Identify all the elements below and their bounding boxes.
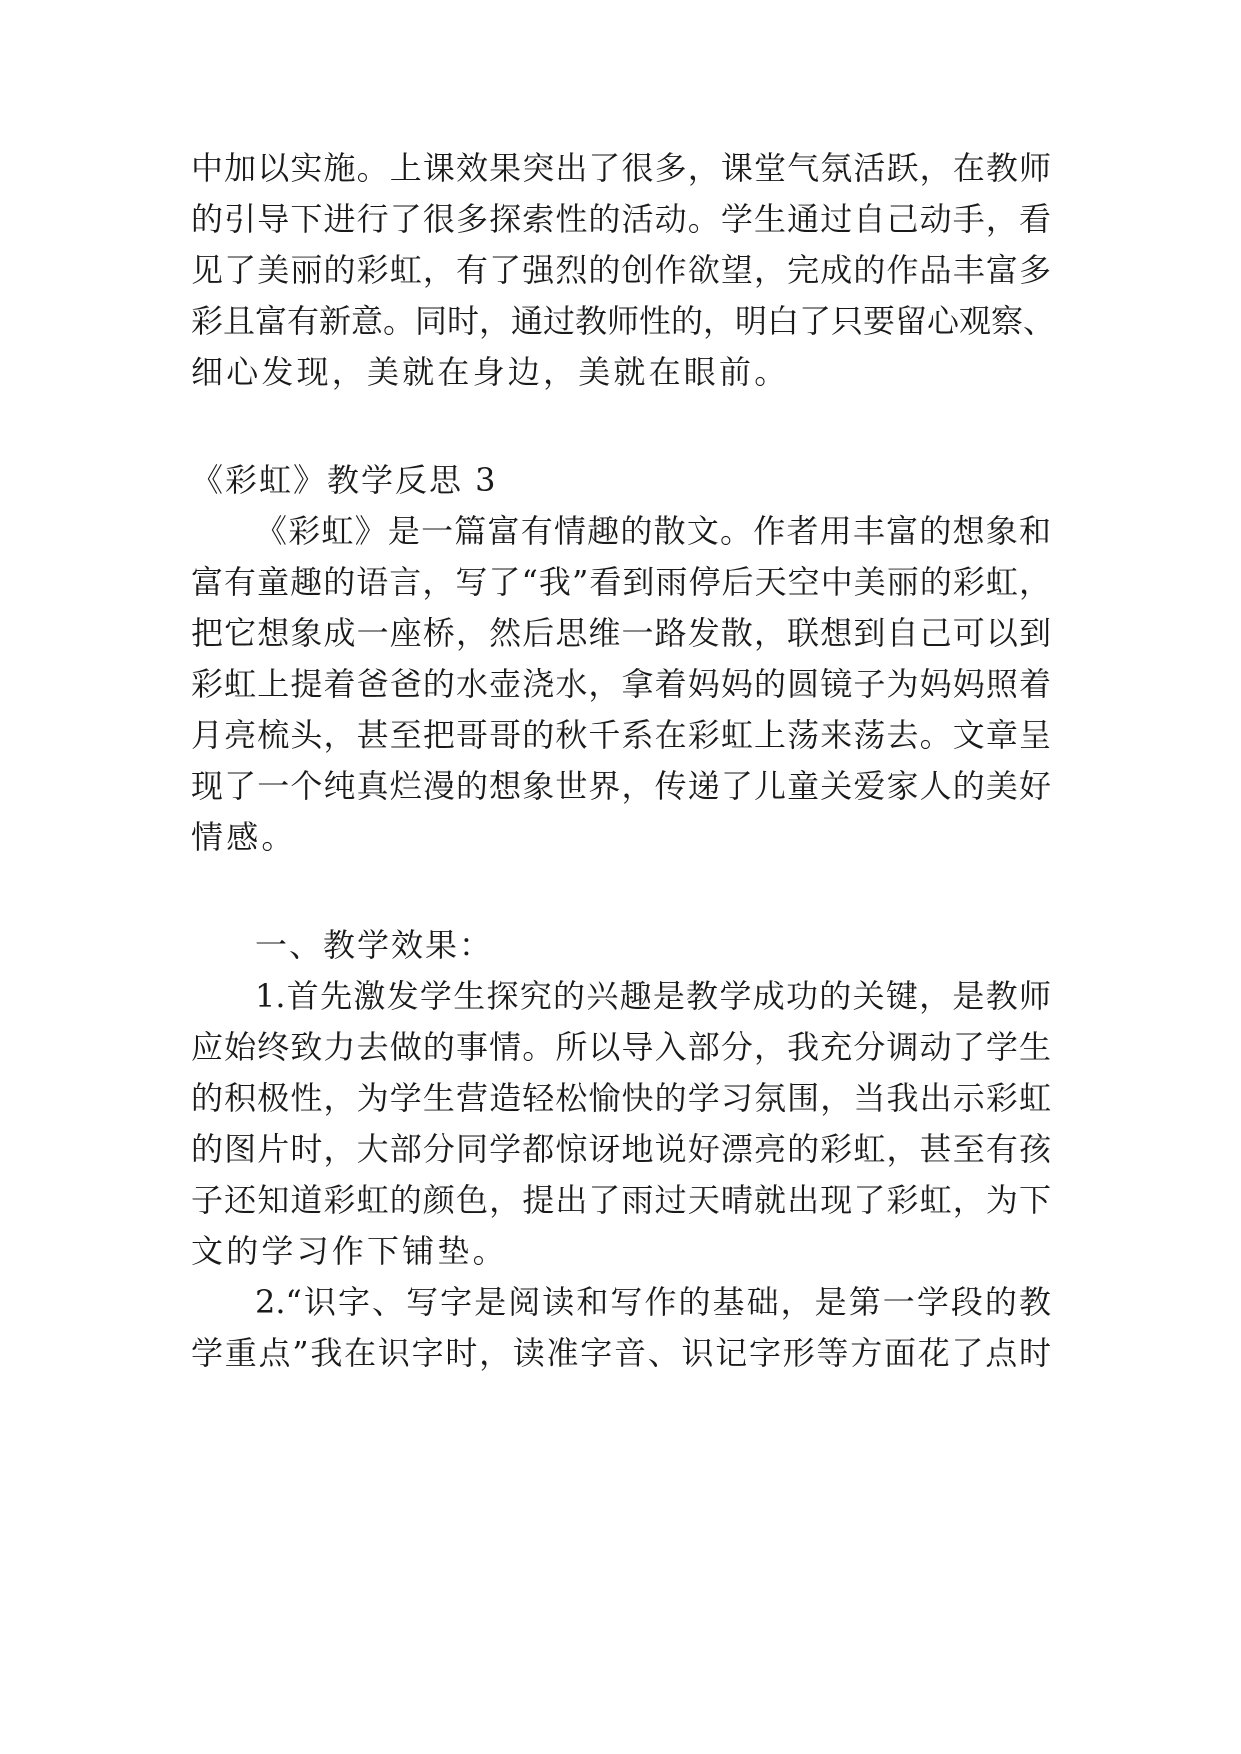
paragraph-line: 文的学习作下铺垫。: [191, 1232, 508, 1270]
paragraph-line: 的图片时，大部分同学都惊讶地说好漂亮的彩虹，甚至有孩: [191, 1130, 1051, 1168]
paragraph-line: 学重点”我在识字时，读准字音、识记字形等方面花了点时: [191, 1334, 1051, 1372]
paragraph-line: 彩且富有新意。同时，通过教师性的，明白了只要留心观察、: [191, 302, 1056, 340]
paragraph-line: 见了美丽的彩虹，有了强烈的创作欲望，完成的作品丰富多: [191, 251, 1051, 289]
subheading: 一、教学效果：: [255, 926, 494, 964]
paragraph-line: 月亮梳头，甚至把哥哥的秋千系在彩虹上荡来荡去。文章呈: [191, 716, 1051, 754]
paragraph-line: 现了一个纯真烂漫的想象世界，传递了儿童关爱家人的美好: [191, 767, 1051, 805]
paragraph-line: 的积极性，为学生营造轻松愉快的学习氛围，当我出示彩虹: [191, 1079, 1051, 1117]
paragraph-line: 细心发现，美就在身边，美就在眼前。: [191, 353, 790, 391]
paragraph-line: 《彩虹》是一篇富有情趣的散文。作者用丰富的想象和: [255, 512, 1051, 550]
paragraph-line: 子还知道彩虹的颜色，提出了雨过天晴就出现了彩虹，为下: [191, 1181, 1051, 1219]
paragraph-line: 把它想象成一座桥，然后思维一路发散，联想到自己可以到: [191, 614, 1051, 652]
paragraph-line: 应始终致力去做的事情。所以导入部分，我充分调动了学生: [191, 1028, 1051, 1066]
paragraph-line: 1.首先激发学生探究的兴趣是教学成功的关键，是教师: [255, 977, 1051, 1015]
paragraph-line: 中加以实施。上课效果突出了很多，课堂气氛活跃，在教师: [191, 149, 1051, 187]
paragraph-line: 2.“识字、写字是阅读和写作的基础，是第一学段的教: [255, 1283, 1051, 1321]
paragraph-line: 的引导下进行了很多探索性的活动。学生通过自己动手，看: [191, 200, 1051, 238]
section-title: 《彩虹》教学反思 3: [191, 461, 498, 499]
paragraph-line: 富有童趣的语言，写了“我”看到雨停后天空中美丽的彩虹，: [191, 563, 1051, 601]
paragraph-line: 彩虹上提着爸爸的水壶浇水，拿着妈妈的圆镜子为妈妈照着: [191, 665, 1051, 703]
paragraph-line: 情感。: [191, 818, 297, 856]
